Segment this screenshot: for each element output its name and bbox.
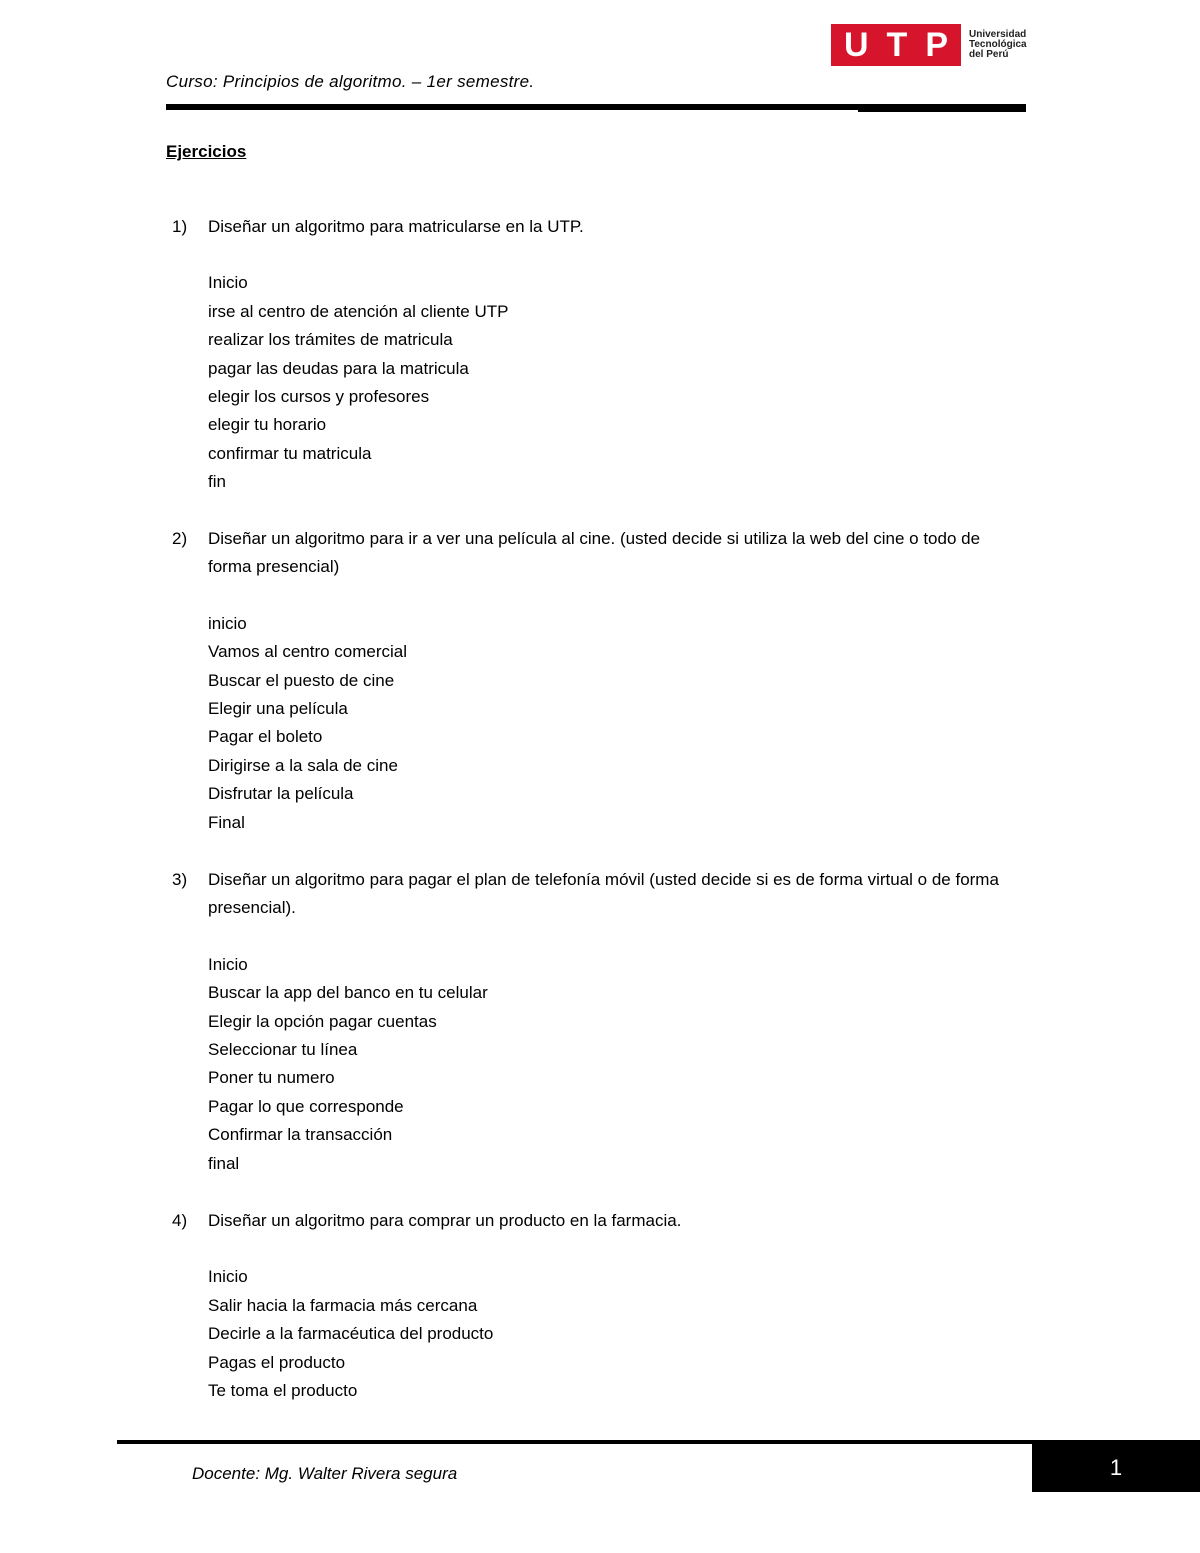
logo-line: del Perú	[969, 49, 1009, 60]
logo-line: Tecnológica	[969, 39, 1027, 50]
algorithm-step: Inicio	[208, 273, 248, 293]
algorithm-steps	[208, 1263, 1032, 1405]
algorithm-step: inicio	[208, 613, 247, 633]
logo-letter-u: U	[843, 26, 869, 64]
algorithm-step: final	[208, 1153, 240, 1173]
algorithm-steps	[208, 269, 1032, 496]
algorithm-step: Seleccionar tu línea	[208, 1040, 358, 1060]
page-number: 1	[1109, 1455, 1123, 1480]
algorithm-step: Vamos al centro comercial	[208, 642, 408, 662]
algorithm-step: Pagar lo que corresponde	[208, 1096, 404, 1116]
exercise-number: 2)	[172, 529, 188, 548]
logo-letter-t: T	[886, 26, 908, 64]
page-number-box	[1032, 1444, 1200, 1492]
algorithm-step: elegir tu horario	[208, 415, 327, 435]
algorithm-step: Inicio	[208, 1267, 248, 1287]
footer-docente: Docente: Mg. Walter Rivera segura	[192, 1464, 458, 1483]
exercise-2	[172, 525, 1032, 837]
algorithm-step: Poner tu numero	[208, 1068, 335, 1088]
algorithm-step: irse al centro de atención al cliente UTP	[208, 301, 509, 321]
algorithm-step: Te toma el producto	[208, 1381, 358, 1401]
utp-logo	[831, 24, 1027, 66]
exercise-prompt: Diseñar un algoritmo para ir a ver una película al cine. (usted decide si utiliza la web del cine o todo de forma presencial)	[208, 529, 981, 577]
exercise-number: 3)	[172, 870, 188, 889]
course-header: Curso: Principios de algoritmo. – 1er semestre.	[166, 72, 535, 91]
algorithm-step: Salir hacia la farmacia más cercana	[208, 1295, 478, 1315]
exercise-number: 4)	[172, 1211, 188, 1230]
algorithm-step: Pagas el producto	[208, 1352, 346, 1372]
algorithm-step: realizar los trámites de matricula	[208, 330, 453, 350]
exercise-4	[172, 1207, 1032, 1405]
algorithm-step: pagar las deudas para la matricula	[208, 358, 469, 378]
exercise-prompt: Diseñar un algoritmo para pagar el plan de telefonía móvil (usted decide si es de forma virtual o de forma presencial).	[208, 870, 999, 918]
algorithm-step: Decirle a la farmacéutica del producto	[208, 1324, 494, 1344]
algorithm-step: fin	[208, 472, 226, 492]
algorithm-step: confirmar tu matricula	[208, 443, 372, 463]
algorithm-step: Buscar la app del banco en tu celular	[208, 983, 488, 1003]
header-divider-accent	[858, 110, 1026, 112]
section-title: Ejercicios	[166, 142, 247, 161]
exercise-number: 1)	[172, 217, 188, 236]
exercise-prompt: Diseñar un algoritmo para comprar un producto en la farmacia.	[208, 1211, 682, 1230]
algorithm-step: Buscar el puesto de cine	[208, 670, 395, 690]
algorithm-step: Elegir la opción pagar cuentas	[208, 1011, 437, 1031]
algorithm-step: Disfrutar la película	[208, 784, 354, 804]
algorithm-step: Final	[208, 812, 245, 832]
logo-line: Universidad	[969, 29, 1027, 40]
algorithm-step: Elegir una película	[208, 699, 348, 719]
algorithm-step: Pagar el boleto	[208, 727, 323, 747]
algorithm-steps	[208, 610, 1032, 837]
algorithm-steps	[208, 951, 1032, 1178]
logo-letter-p: P	[925, 26, 949, 64]
algorithm-step: Confirmar la transacción	[208, 1125, 393, 1145]
utp-logo-mark	[831, 24, 961, 66]
exercise-3	[172, 866, 1032, 1178]
utp-logo-text	[969, 30, 1027, 60]
algorithm-step: Inicio	[208, 954, 248, 974]
algorithm-step: Dirigirse a la sala de cine	[208, 755, 398, 775]
exercise-1	[172, 213, 1032, 497]
exercise-prompt: Diseñar un algoritmo para matricularse en la UTP.	[208, 217, 584, 236]
algorithm-step: elegir los cursos y profesores	[208, 387, 430, 407]
